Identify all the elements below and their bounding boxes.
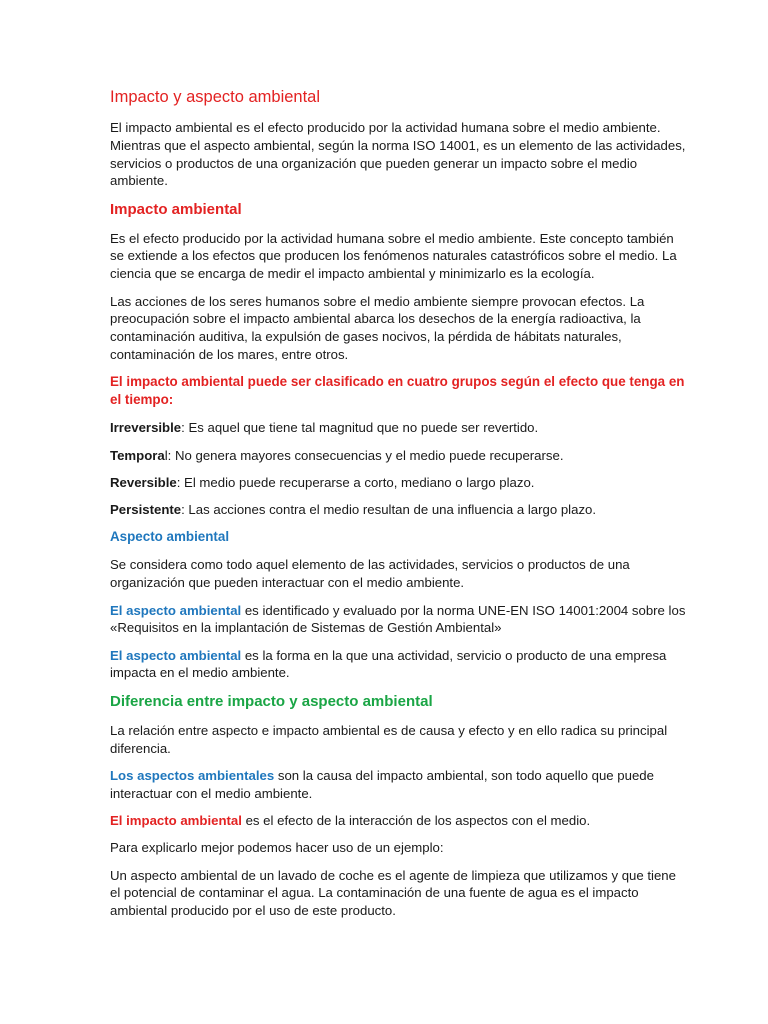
aspecto-highlight: El aspecto ambiental [110, 647, 242, 663]
clasificacion-heading: El impacto ambiental puede ser clasificado en cuatro grupos según el efecto que tenga en el tiempo: [110, 374, 685, 408]
aspecto-paragraph-3 [110, 647, 688, 683]
diferencia-paragraph-2 [110, 767, 688, 803]
diferencia-paragraph-1: La relación entre aspecto e impacto ambiental es de causa y efecto y en ello radica su principal diferencia. [110, 722, 668, 756]
intro-paragraph: El impacto ambiental es el efecto producido por la actividad humana sobre el medio ambiente. Mientras que el aspecto ambiental, según la norma ISO 14001, es un elemento de las actividades, servicios o productos de una organización que pueden generar un impacto sobre el medio ambiente. [110, 120, 686, 189]
impacto-heading: Impacto ambiental [110, 200, 242, 218]
clasificacion-text: l: No genera mayores consecuencias y el medio puede recuperarse. [164, 447, 564, 463]
clasificacion-text: : El medio puede recuperarse a corto, mediano o largo plazo. [176, 474, 535, 490]
diferencia-paragraph-5: Un aspecto ambiental de un lavado de coche es el agente de limpieza que utilizamos y que tiene el potencial de contaminar el agua. La contaminación de una fuente de agua es el impacto ambiental producido por el uso de este producto. [110, 867, 676, 919]
clasificacion-item [110, 501, 688, 519]
aspecto-paragraph-3-text: es la forma en la que una actividad, servicio o producto de una empresa impacta en el medio ambiente. [110, 647, 667, 681]
aspecto-paragraph-1: Se considera como todo aquel elemento de las actividades, servicios o productos de una organización que pueden interactuar con el medio ambiente. [110, 557, 630, 591]
clasificacion-term: Irreversible [110, 420, 182, 436]
clasificacion-term: Persistente [110, 502, 182, 518]
aspecto-paragraph-2 [110, 602, 688, 638]
diferencia-paragraph-2-text: son la causa del impacto ambiental, son todo aquello que puede interactuar con el medio ambiente. [110, 767, 654, 801]
aspecto-heading: Aspecto ambiental [110, 529, 230, 545]
diferencia-paragraph-4: Para explicarlo mejor podemos hacer uso de un ejemplo: [110, 840, 444, 856]
impacto-highlight: El impacto ambiental [110, 812, 242, 828]
clasificacion-term: Tempora [110, 447, 165, 463]
aspecto-paragraph-2-text: es identificado y evaluado por la norma UNE-EN ISO 14001:2004 sobre los «Requisitos en la implantación de Sistemas de Gestión Ambiental» [110, 602, 686, 636]
document-title: Impacto y aspecto ambiental [110, 88, 321, 106]
clasificacion-list [110, 419, 688, 519]
diferencia-paragraph-3 [110, 812, 688, 830]
clasificacion-term: Reversible [110, 474, 177, 490]
clasificacion-item [110, 447, 688, 465]
aspecto-highlight: El aspecto ambiental [110, 602, 242, 618]
diferencia-paragraph-3-text: es el efecto de la interacción de los aspectos con el medio. [241, 812, 591, 828]
clasificacion-text: : Es aquel que tiene tal magnitud que no puede ser revertido. [181, 420, 539, 436]
aspectos-highlight: Los aspectos ambientales [110, 767, 275, 783]
impacto-paragraph-1: Es el efecto producido por la actividad humana sobre el medio ambiente. Este concepto también se extiende a los efectos que producen los fenómenos naturales catastróficos sobre el medio. La ciencia que se encarga de medir el impacto ambiental y minimizarlo es la ecología. [110, 230, 677, 282]
clasificacion-item [110, 474, 688, 492]
clasificacion-text: : Las acciones contra el medio resultan de una influencia a largo plazo. [181, 502, 597, 518]
clasificacion-item [110, 419, 688, 437]
impacto-paragraph-2: Las acciones de los seres humanos sobre el medio ambiente siempre provocan efectos. La preocupación sobre el impacto ambiental abarca los desechos de la energía radioactiva, la contaminación auditiva, la expulsión de gases nocivos, la pérdida de hábitats naturales, contaminación de los mares, entre otros. [110, 293, 645, 362]
diferencia-heading: Diferencia entre impacto y aspecto ambiental [110, 692, 433, 710]
